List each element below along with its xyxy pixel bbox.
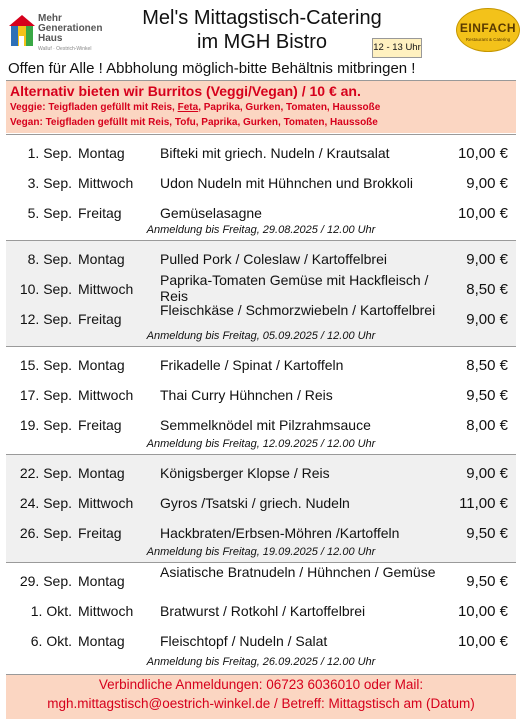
notice-text: Offen für Alle ! Abbholung möglich-bitte Behältnis mitbringen ! [8,60,416,77]
menu-date: 19. Sep. [19,417,72,433]
menu-date: 10. Sep. [19,281,72,297]
header [4,4,518,56]
alternative-title: Alternativ bieten wir Burritos (Veggi/Vegan) / 10 € an. [10,83,361,99]
menu-date: 8. Sep. [27,251,72,267]
menu-dish: Königsberger Klopse / Reis [160,465,330,481]
vegan-line: Vegan: Teigfladen gefüllt mit Reis, Tofu, Paprika, Gurken, Tomaten, Haussoße [10,117,378,128]
menu-day: Montag [78,145,125,161]
menu-date: 1. Okt. [30,603,72,619]
menu-price: 10,00 € [457,603,508,620]
menu-date: 12. Sep. [19,311,72,327]
week-block [6,134,516,241]
registration-deadline: Anmeldung bis Freitag, 12.09.2025 / 12.00 Uhr [146,438,376,450]
mgh-logo [8,10,104,52]
menu-price: 9,00 € [466,465,508,482]
time-badge: 12 - 13 Uhr [372,38,422,58]
menu-row [6,457,516,487]
menu-price: 10,00 € [457,205,508,222]
menu-price: 9,50 € [466,525,508,542]
menu-date: 22. Sep. [19,465,72,481]
alternative-box [6,80,516,133]
menu-dish: Frikadelle / Spinat / Kartoffeln [160,357,344,373]
menu-row [6,349,516,379]
menu-dish: Pulled Pork / Coleslaw / Kartoffelbrei [160,251,387,267]
einfach-logo-word: EINFACH [459,21,517,35]
menu-dish: Fleischtopf / Nudeln / Salat [160,633,328,649]
menu-date: 3. Sep. [27,175,72,191]
menu-row [6,137,516,167]
menu-day: Mittwoch [78,603,134,619]
einfach-logo [456,8,520,52]
menu-dish: Bratwurst / Rotkohl / Kartoffelbrei [160,603,366,619]
menu-day: Montag [78,357,125,373]
menu-date: 5. Sep. [27,205,72,221]
house-icon [8,14,36,48]
menu-price: 9,00 € [466,175,508,192]
menu-price: 9,00 € [466,251,508,268]
menu-date: 6. Okt. [30,633,72,649]
footer-contact [6,674,516,719]
menu-row [6,409,516,439]
registration-deadline: Anmeldung bis Freitag, 19.09.2025 / 12.00 Uhr [146,546,376,558]
registration-deadline: Anmeldung bis Freitag, 29.08.2025 / 12.00 Uhr [146,224,376,236]
mgh-logo-subtitle: Walluf · Oestrich-Winkel [38,46,92,52]
week-block [6,346,516,455]
menu-price: 9,00 € [466,311,508,328]
footer-line-1: Verbindliche Anmeldungen: 06723 6036010 oder Mail: [98,677,424,692]
menu-price: 9,50 € [466,573,508,590]
menu-day: Freitag [78,311,122,327]
einfach-logo-tagline: Restaurant & Catering [465,37,511,42]
menu-date: 29. Sep. [19,573,72,589]
menu-dish: Fleischkäse / Schmorzwiebeln / Kartoffelbrei [160,302,436,318]
menu-date: 15. Sep. [19,357,72,373]
registration-deadline: Anmeldung bis Freitag, 05.09.2025 / 12.00 Uhr [146,330,376,342]
menu-dish: Gemüselasagne [160,205,262,221]
menu-dish: Thai Curry Hühnchen / Reis [160,387,333,403]
menu-day: Montag [78,465,125,481]
menu-dish: Bifteki mit griech. Nudeln / Krautsalat [160,145,390,161]
menu-date: 24. Sep. [19,495,72,511]
menu-price: 10,00 € [457,633,508,650]
menu-date: 1. Sep. [27,145,72,161]
menu-dish: Gyros /Tsatski / griech. Nudeln [160,495,350,511]
menu-dish: Udon Nudeln mit Hühnchen und Brokkoli [160,175,413,191]
registration-deadline: Anmeldung bis Freitag, 26.09.2025 / 12.00 Uhr [146,656,376,668]
menu-price: 8,50 € [466,357,508,374]
menu-day: Mittwoch [78,175,134,191]
menu-row [6,273,516,303]
menu-price: 8,50 € [466,281,508,298]
menu-row [6,197,516,227]
week-block [6,454,516,563]
menu-date: 26. Sep. [19,525,72,541]
menu-row [6,167,516,197]
menu-day: Freitag [78,205,122,221]
page-title: Mel's Mittagstisch-Catering im MGH Bistro [142,7,382,53]
mgh-logo-text: Mehr Generationen Haus [38,13,103,44]
menu-price: 8,00 € [466,417,508,434]
menu-price: 11,00 € [459,495,508,512]
menu-row [6,487,516,517]
menu-row [6,379,516,409]
menu-day: Mittwoch [78,495,134,511]
footer-line-2: mgh.mittagstisch@oestrich-winkel.de / Betreff: Mittagstisch am (Datum) [47,696,475,711]
menu-row [6,625,516,655]
menu-dish: Paprika-Tomaten Gemüse mit Hackfleisch / Reis [160,272,429,304]
menu-row [6,243,516,273]
menu-price: 9,50 € [466,387,508,404]
menu-row [6,595,516,625]
menu-day: Montag [78,573,125,589]
menu-day: Freitag [78,525,122,541]
menu-row [6,303,516,333]
menu-price: 10,00 € [457,145,508,162]
menu-day: Mittwoch [78,281,134,297]
veggie-line: Veggie: Teigfladen gefüllt mit Reis, Feta, Paprika, Gurken, Tomaten, Haussoße [10,102,381,113]
menu-day: Montag [78,633,125,649]
menu-day: Montag [78,251,125,267]
menu-row [6,565,516,595]
menu-dish: Semmelknödel mit Pilzrahmsauce [160,417,371,433]
menu-row [6,517,516,547]
week-block [6,240,516,347]
menu-date: 17. Sep. [19,387,72,403]
menu-dish: Asiatische Bratnudeln / Hühnchen / Gemüse [160,564,436,580]
menu-dish: Hackbraten/Erbsen-Möhren /Kartoffeln [160,525,400,541]
menu-day: Mittwoch [78,387,134,403]
week-block [6,562,516,673]
menu-day: Freitag [78,417,122,433]
